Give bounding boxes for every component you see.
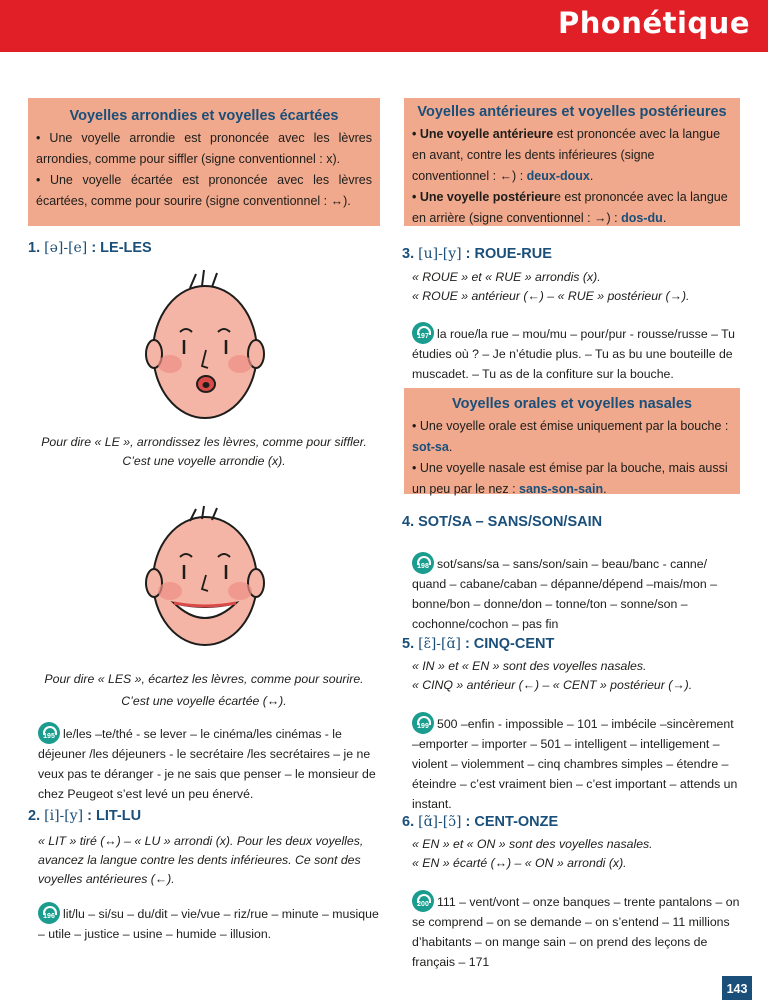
box-title: Voyelles antérieures et voyelles postérieures xyxy=(417,104,727,120)
exercise-text: 199 500 –enfin - impossible – 101 – imbécile –sincèrement –emporter – importer – 501 – intelligent – intelligement –violent – violemment – cinq chambres simples – étendre – éteindre – c’est vraiment bien – c’est important – attends un instant. xyxy=(412,712,742,814)
box-line: • Une voyelle postérieure est prononcée avec la langue en arrière (signe conventionnel : →) : dos-du. xyxy=(412,190,728,225)
exercise-text: 195 le/les –te/thé - se lever – le cinéma/les cinémas - le déjeuner /les déjeuners - le secrétaire /les secrétaires – je ne veux pas te déranger - je ne sais que penser – le monsieur de chez Peugeot s’est levé un peu énervé. xyxy=(38,722,380,804)
audio-track-icon[interactable]: 199 xyxy=(412,712,434,734)
exercise-text: 197 la roue/la rue – mou/mu – pour/pur - rousse/russe – Tu étudies où ? – Je n’étudie plus. – Tu as bu une bouteille de muscadet. – Tu as de la confiture sur la bouche. xyxy=(412,322,742,384)
audio-track-icon[interactable]: 198 xyxy=(412,552,434,574)
page-title: Phonétique xyxy=(557,6,750,40)
face-spread-lips-illustration xyxy=(140,505,270,655)
exercise-text: 198 sot/sans/sa – sans/son/sain – beau/banc - canne/ quand – cabane/caban – dépanne/dépend –mais/mon – bonne/bon – donne/don – tonne/ton – sonne/son – cochonne/cochon – pas fin xyxy=(412,552,742,634)
exercise-text: 196 lit/lu – si/su – du/dit – vie/vue – riz/rue – minute – musique – utile – justice – usine – humide – illusion. xyxy=(38,902,380,944)
page-header xyxy=(0,0,768,52)
section-heading: 5. [ɛ̃]-[ɑ̃] : CINQ-CENT xyxy=(402,636,555,652)
face-rounded-lips-illustration xyxy=(140,266,270,426)
instruction-text: « ROUE » et « RUE » arrondis (x). « ROUE » antérieur (←) – « RUE » postérieur (→). xyxy=(412,270,690,303)
info-box-rounded-spread xyxy=(28,98,380,226)
box-line: • Une voyelle orale est émise uniquement par la bouche : sot-sa. xyxy=(412,419,729,454)
box-title: Voyelles orales et voyelles nasales xyxy=(452,396,692,412)
info-box-oral-nasal xyxy=(404,388,740,494)
audio-track-icon[interactable]: 195 xyxy=(38,722,60,744)
info-box-anterior-posterior xyxy=(404,98,740,226)
page-number: 143 xyxy=(722,976,752,1000)
caption-les: Pour dire « LES », écartez les lèvres, comme pour sourire. C’est une voyelle écartée (↔). xyxy=(44,672,364,708)
box-line: • Une voyelle arrondie est prononcée avec les lèvres arrondies, comme pour siffler (signe conventionnel : x). xyxy=(36,131,372,166)
audio-track-icon[interactable]: 200 xyxy=(412,890,434,912)
instruction-text: « EN » et « ON » sont des voyelles nasales. « EN » écarté (↔) – « ON » arrondi (x). xyxy=(412,837,653,870)
section-heading: 4. SOT/SA – SANS/SON/SAIN xyxy=(402,514,603,530)
box-line: • Une voyelle écartée est prononcée avec les lèvres écartées, comme pour sourire (signe conventionnel : ↔). xyxy=(36,173,372,208)
audio-track-icon[interactable]: 196 xyxy=(38,902,60,924)
box-line: • Une voyelle nasale est émise par la bouche, mais aussi un peu par le nez : sans-son-sain. xyxy=(412,461,728,496)
box-title: Voyelles arrondies et voyelles écartées xyxy=(69,108,339,124)
section-heading: 2. [i]-[y] : LIT-LU xyxy=(28,808,142,824)
caption-le: Pour dire « LE », arrondissez les lèvres, comme pour siffler. C’est une voyelle arrondie (x). xyxy=(41,435,367,468)
exercise-text: 200 111 – vent/vont – onze banques – trente pantalons – on se comprend – on se demande – on s’entend – 11 millions d’habitants – on mange sain – on prend des leçons de français – 171 xyxy=(412,890,742,972)
section-heading: 3. [u]-[y] : ROUE-RUE xyxy=(402,246,552,262)
section-heading: 1. [ə]-[e] : LE-LES xyxy=(28,240,152,256)
box-line: • Une voyelle antérieure est prononcée avec la langue en avant, contre les dents inférieures (signe conventionnel : ←) : deux-doux. xyxy=(412,127,721,183)
instruction-text: « IN » et « EN » sont des voyelles nasales. « CINQ » antérieur (←) – « CENT » postérieur (→). xyxy=(412,659,693,692)
audio-track-icon[interactable]: 197 xyxy=(412,322,434,344)
section-heading: 6. [ɑ̃]-[ɔ̃] : CENT-ONZE xyxy=(402,814,559,830)
instruction-text: « LIT » tiré (↔) – « LU » arrondi (x). Pour les deux voyelles, avancez la langue contre les dents inférieures. Ce sont des voyelles antérieures (←). xyxy=(38,834,364,886)
